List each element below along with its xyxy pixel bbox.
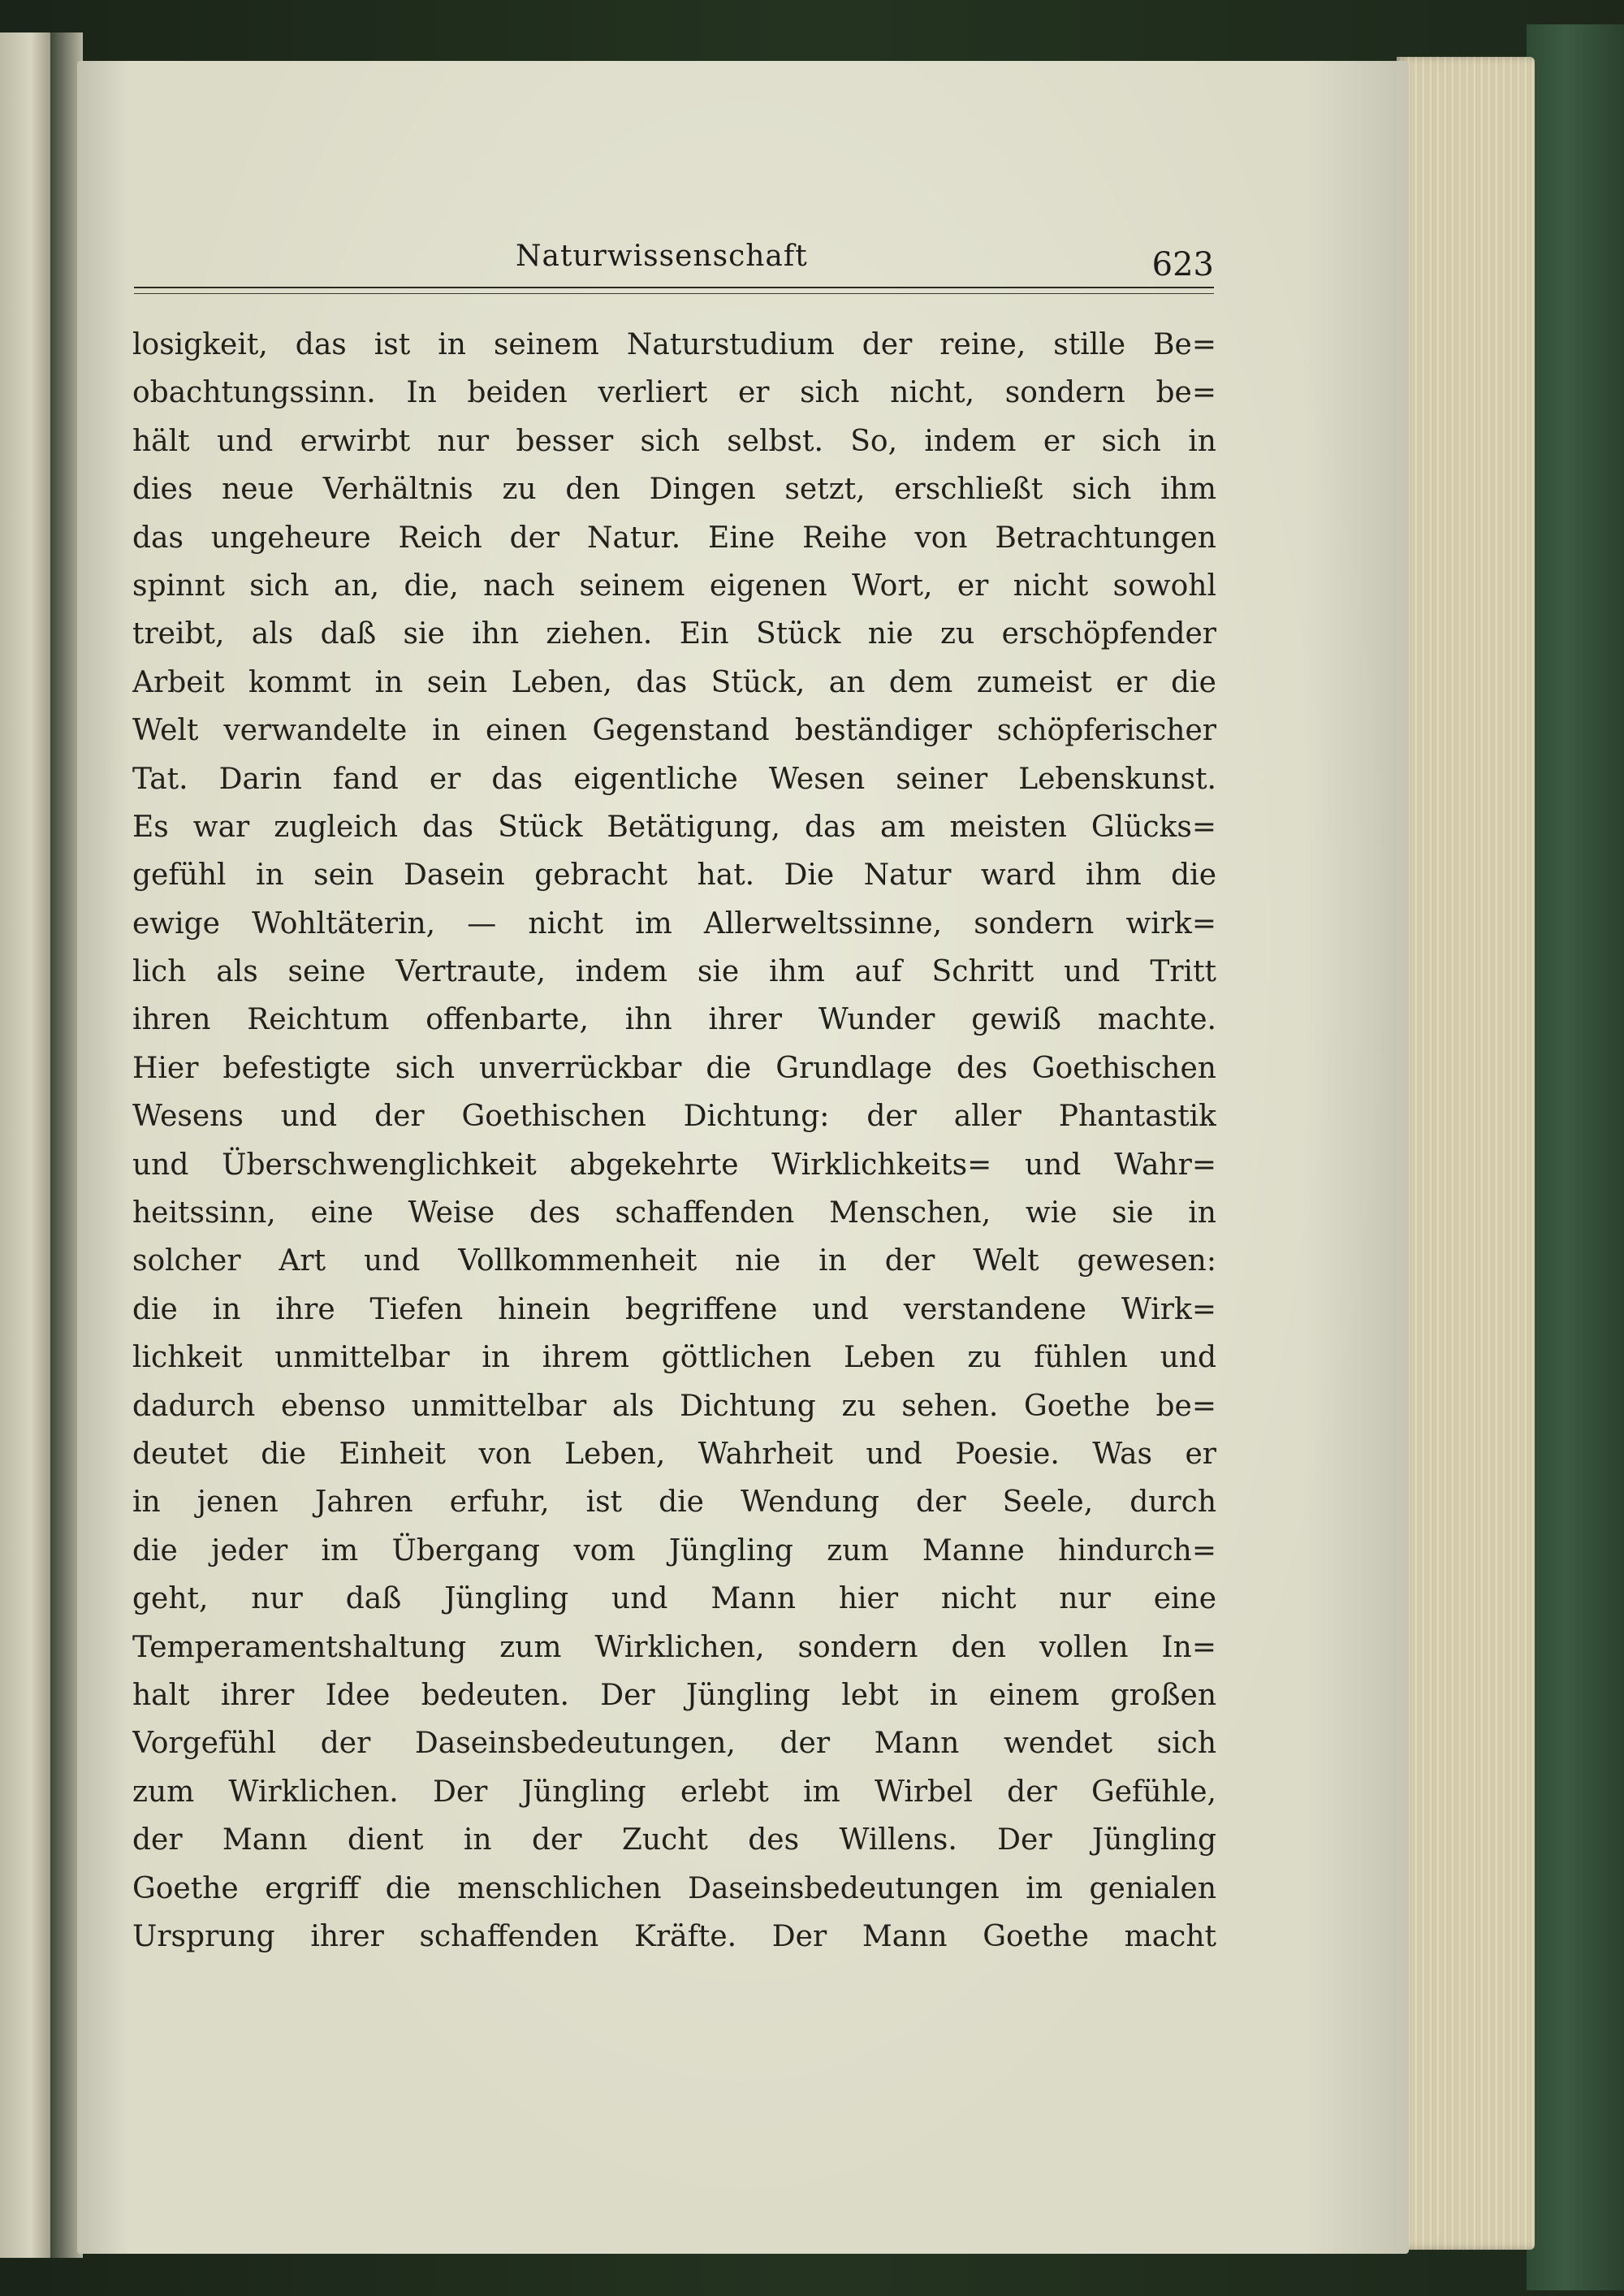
text-line: treibt, als daß sie ihn ziehen. Ein Stück nie zu erschöpfender xyxy=(132,617,1216,651)
text-line: Vorgefühl der Daseinsbedeutungen, der Mann wendet sich xyxy=(132,1727,1216,1761)
text-line: spinnt sich an, die, nach seinem eigenen Wort, er nicht sowohl xyxy=(132,569,1216,603)
text-line: geht, nur daß Jüngling und Mann hier nicht nur eine xyxy=(132,1582,1216,1616)
text-line: dadurch ebenso unmittelbar als Dichtung zu sehen. Goethe be= xyxy=(132,1389,1216,1423)
text-line: lich als seine Vertraute, indem sie ihm auf Schritt und Tritt xyxy=(132,955,1216,989)
text-line: hält und erwirbt nur besser sich selbst. So, indem er sich in xyxy=(132,424,1216,458)
text-line: gefühl in sein Dasein gebracht hat. Die Natur ward ihm die xyxy=(132,858,1216,893)
text-line: obachtungssinn. In beiden verliert er sich nicht, sondern be= xyxy=(132,376,1216,410)
text-line: die in ihre Tiefen hinein begriffene und verstandene Wirk= xyxy=(132,1292,1216,1326)
text-line: das ungeheure Reich der Natur. Eine Reihe von Betrachtungen xyxy=(132,521,1216,555)
running-head xyxy=(134,231,1214,305)
text-line: solcher Art und Vollkommenheit nie in der Welt gewesen: xyxy=(132,1244,1216,1278)
text-line: die jeder im Übergang vom Jüngling zum Manne hindurch= xyxy=(132,1533,1216,1567)
text-line: Wesens und der Goethischen Dichtung: der aller Phantastik xyxy=(132,1100,1216,1134)
text-line: Es war zugleich das Stück Betätigung, das am meisten Glücks= xyxy=(132,810,1216,844)
page-number: 623 xyxy=(1151,246,1214,283)
header-rule-secondary xyxy=(134,293,1214,294)
text-line: in jenen Jahren erfuhr, ist die Wendung der Seele, durch xyxy=(132,1485,1216,1520)
body-text xyxy=(132,321,1216,1961)
text-line: zum Wirklichen. Der Jüngling erlebt im Wirbel der Gefühle, xyxy=(132,1775,1216,1809)
text-line: halt ihrer Idee bedeuten. Der Jüngling lebt in einem großen xyxy=(132,1678,1216,1712)
page-block-edges xyxy=(1397,57,1535,2250)
text-line: heitssinn, eine Weise des schaffenden Menschen, wie sie in xyxy=(132,1196,1216,1230)
text-line: Welt verwandelte in einen Gegenstand beständiger schöpferischer xyxy=(132,714,1216,748)
text-line: dies neue Verhältnis zu den Dingen setzt, erschließt sich ihm xyxy=(132,473,1216,507)
text-line: und Überschwenglichkeit abgekehrte Wirklichkeits= und Wahr= xyxy=(132,1148,1216,1182)
text-line: lichkeit unmittelbar in ihrem göttlichen Leben zu fühlen und xyxy=(132,1341,1216,1375)
text-line: Arbeit kommt in sein Leben, das Stück, an dem zumeist er die xyxy=(132,665,1216,699)
previous-page-edge xyxy=(0,32,57,2258)
text-line: ihren Reichtum offenbarte, ihn ihrer Wunder gewiß machte. xyxy=(132,1003,1216,1037)
text-line: losigkeit, das ist in seinem Naturstudium der reine, stille Be= xyxy=(132,328,1216,361)
text-line: Hier befestigte sich unverrückbar die Grundlage des Goethischen xyxy=(132,1051,1216,1085)
book-page xyxy=(77,61,1409,2254)
section-title: Naturwissenschaft xyxy=(516,240,808,273)
text-line: Tat. Darin fand er das eigentliche Wesen seiner Lebenskunst. xyxy=(132,762,1216,796)
text-line: deutet die Einheit von Leben, Wahrheit und Poesie. Was er xyxy=(132,1437,1216,1471)
text-line: Ursprung ihrer schaffenden Kräfte. Der Mann Goethe macht xyxy=(132,1919,1216,1953)
text-line: Temperamentshaltung zum Wirklichen, sondern den vollen In= xyxy=(132,1630,1216,1664)
header-rule xyxy=(134,287,1214,288)
book-cover-edge xyxy=(1527,24,1624,2290)
text-line: ewige Wohltäterin, — nicht im Allerweltssinne, sondern wirk= xyxy=(132,906,1216,940)
text-line: der Mann dient in der Zucht des Willens. Der Jüngling xyxy=(132,1823,1216,1857)
text-line: Goethe ergriff die menschlichen Daseinsbedeutungen im genialen xyxy=(132,1871,1216,1905)
